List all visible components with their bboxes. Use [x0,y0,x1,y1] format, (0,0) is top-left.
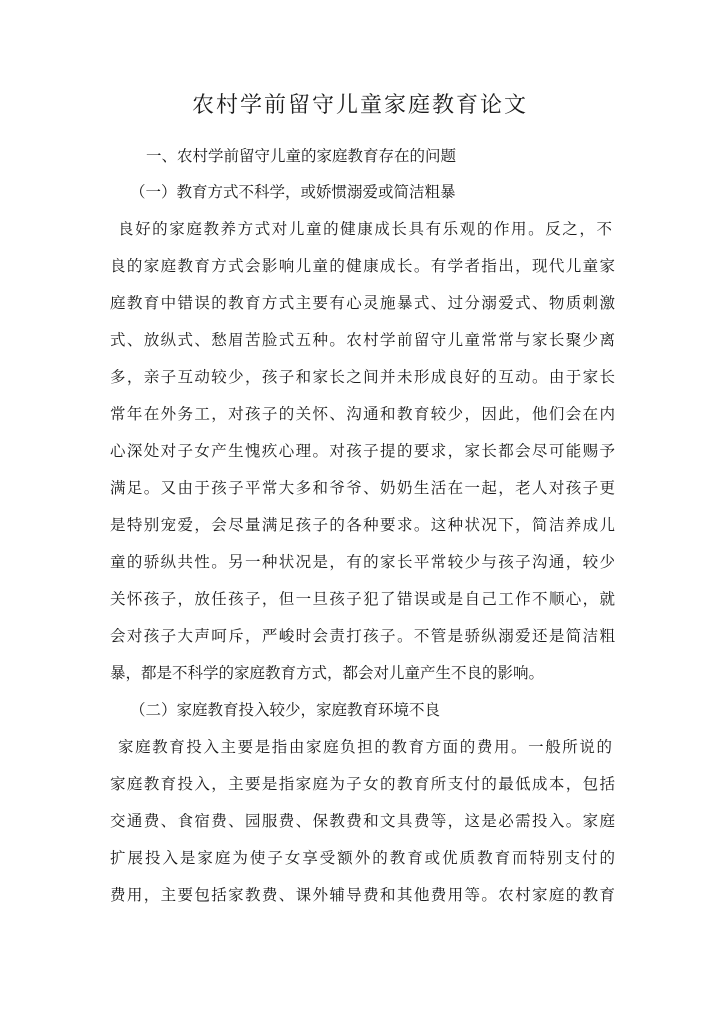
paragraph-line: 良的家庭教育方式会影响儿童的健康成长。有学者指出，现代儿童家 [110,257,615,275]
section-heading: 一、农村学前留守儿童的家庭教育存在的问题 [146,147,457,165]
paragraph-line: 常年在外务工，对孩子的关怀、沟通和教育较少，因此，他们会在内 [110,405,615,423]
paragraph-line: 良好的家庭教养方式对儿童的健康成长具有乐观的作用。反之，不 [118,220,612,238]
paragraph-line: 心深处对子女产生愧疚心理。对孩子提的要求，家长都会尽可能赐予 [110,442,615,460]
paragraph-line: 童的骄纵共性。另一种状况是，有的家长平常较少与孩子沟通，较少 [110,553,615,571]
document-title: 农村学前留守儿童家庭教育论文 [191,93,528,118]
subsection-heading: （一）教育方式不科学，或娇惯溺爱或简洁粗暴 [130,183,456,201]
paragraph-line: 暴，都是不科学的家庭教育方式，都会对儿童产生不良的影响。 [110,664,545,682]
paragraph-line: 式、放纵式、愁眉苦脸式五种。农村学前留守儿童常常与家长聚少离 [110,331,615,349]
paragraph-line: 庭教育中错误的教育方式主要有心灵施暴式、过分溺爱式、物质刺激 [110,294,615,312]
paragraph-line: 多，亲子互动较少，孩子和家长之间并未形成良好的互动。由于家长 [110,368,615,386]
paragraph-line: 家庭教育投入，主要是指家庭为子女的教育所支付的最低成本，包括 [110,775,615,793]
paragraph-line: 费用，主要包括家教费、课外辅导费和其他费用等。农村家庭的教育 [110,886,615,904]
paragraph-line: 家庭教育投入主要是指由家庭负担的教育方面的费用。一般所说的 [118,738,612,756]
paragraph-line: 交通费、食宿费、园服费、保教费和文具费等，这是必需投入。家庭 [110,812,615,830]
paragraph-line: 扩展投入是家庭为使子女享受额外的教育或优质教育而特别支付的 [110,849,615,867]
paragraph-line: 会对孩子大声呵斥，严峻时会责打孩子。不管是骄纵溺爱还是简洁粗 [110,627,615,645]
subsection-heading: （二）家庭教育投入较少，家庭教育环境不良 [130,701,441,719]
paragraph-line: 是特别宠爱，会尽量满足孩子的各种要求。这种状况下，简洁养成儿 [110,516,615,534]
paragraph-line: 关怀孩子，放任孩子，但一旦孩子犯了错误或是自己工作不顺心，就 [110,590,615,608]
paragraph-line: 满足。又由于孩子平常大多和爷爷、奶奶生活在一起，老人对孩子更 [110,479,615,497]
